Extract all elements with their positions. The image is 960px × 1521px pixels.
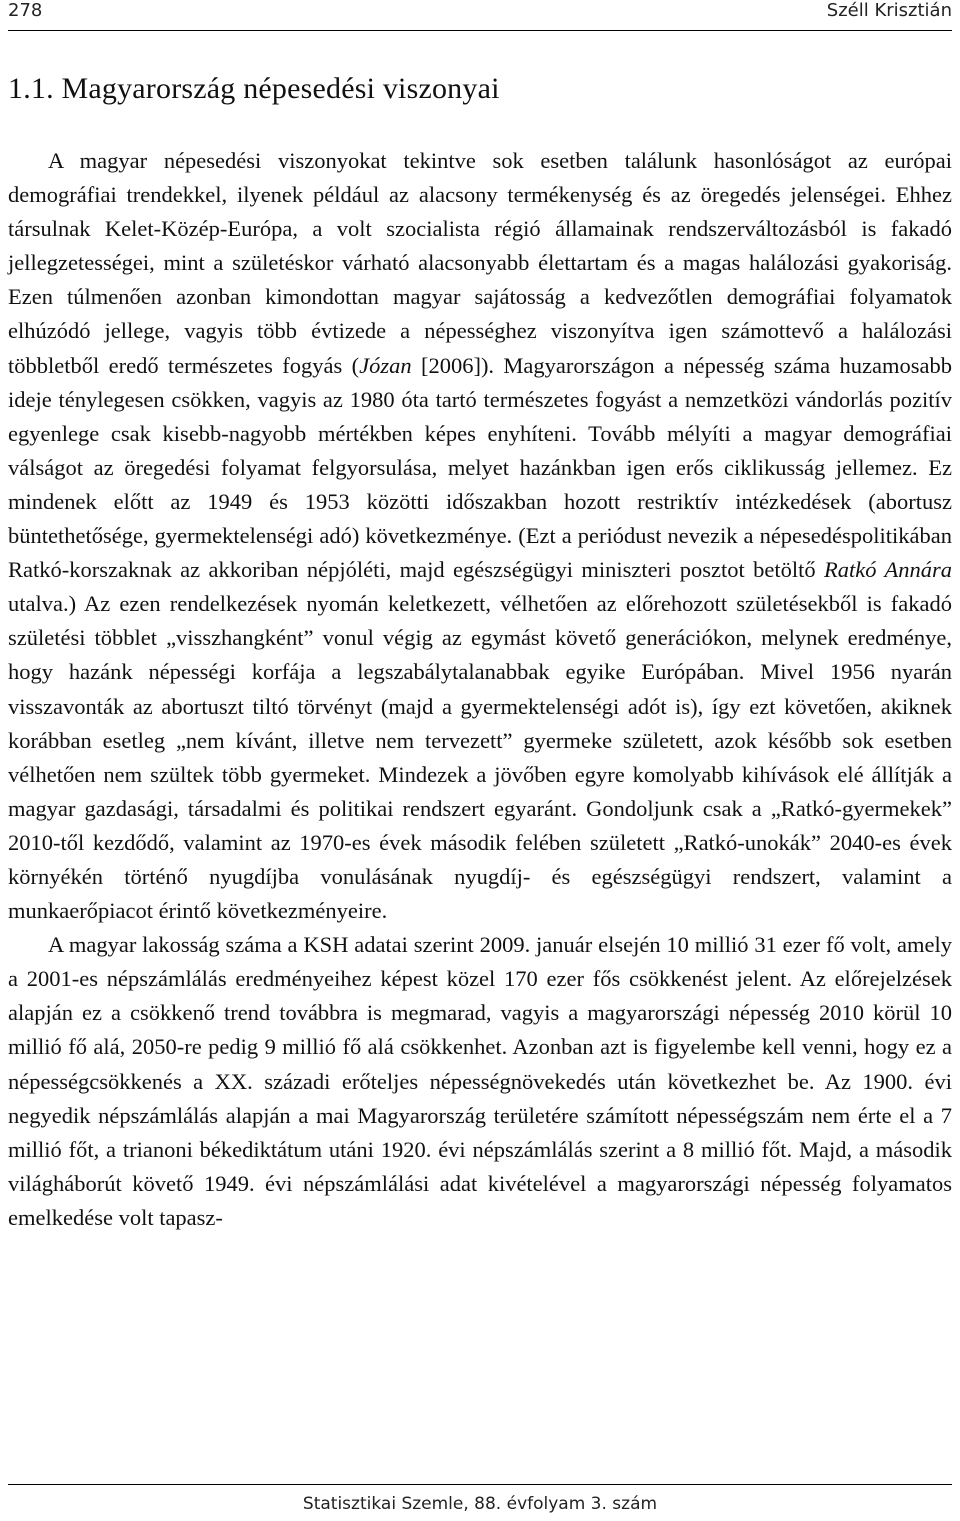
running-header <box>8 0 952 34</box>
paragraph <box>8 144 952 928</box>
paragraph-text: A magyar lakosság száma a KSH adatai szerint 2009. január elsején 10 millió 31 ezer fő volt, amely a 2001-es népszámlálás eredményeihez képest közel 170 ezer fős csökkenést jelent. Az előrejelzések alapján ez a csökkenő trend továbbra is megmarad, vagyis a magyarországi népesség 2010 körül 10 millió fő alá, 2050-re pedig 9 millió fő alá csökkenhet. Azonban azt is figyelembe kell venni, hogy ez a népességcsökkenés a XX. századi erőteljes népességnövekedés után következhet be. Az 1900. évi negyedik népszámlálás alapján a mai Magyarország területére számított népességszám nem érte el a 7 millió főt, a trianoni békediktátum utáni 1920. évi népszámlálás szerint a 8 millió főt. Majd, a második világháborút követő 1949. évi népszámlálási adat kivételével a magyarországi népesség folyamatos emelkedése volt tapasz- <box>8 932 952 1230</box>
section-title: 1.1. Magyarország népesedési viszonyai <box>8 72 500 105</box>
header-rule <box>8 30 952 31</box>
paragraph <box>8 928 952 1235</box>
body-text <box>8 144 952 1235</box>
page-number: 278 <box>8 0 43 21</box>
person-name: Ratkó Annára <box>824 557 952 583</box>
paragraph-text: [2006]). Magyarországon a népesség száma huzamosabb ideje ténylegesen csökken, vagyis az 1980 óta tartó természetes fogyást a nemzetközi vándorlás pozitív egyenlege csak kisebb-nagyobb mértékben képes enyhíteni. Tovább mélyíti a magyar demográfiai válságot az öregedési folyamat felgyorsulása, melyet hazánkban igen erős ciklikusság jellemez. Ez mindenek előtt az 1949 és 1953 közötti időszakban hozott restriktív intézkedések (abortusz büntethetősége, gyermektelenségi adó) következménye. (Ezt a periódust nevezik a népesedéspolitikában Ratkó-korszaknak az akkoriban népjóléti, majd egészségügyi miniszteri posztot betöltő <box>8 352 952 583</box>
citation-author: Józan <box>359 352 412 378</box>
running-author: Széll Krisztián <box>826 0 952 21</box>
paragraph-text: utalva.) Az ezen rendelkezések nyomán keletkezett, vélhetően az előrehozott születésekből is fakadó születési többlet „visszhangként” vonul végig az egymást követő generációkon, melynek eredménye, hogy hazánk népességi korfája a legszabálytalanabbak egyike Európában. Mivel 1956 nyarán visszavonták az abortuszt tiltó törvényt (majd a gyermektelenségi adót is), így ezt követően, akiknek korábban esetleg „nem kívánt, illetve nem tervezett” gyermeke született, azok később sok esetben vélhetően nem szültek több gyermeket. Mindezek a jövőben egyre komolyabb kihívások elé állítják a magyar gazdasági, társadalmi és politikai rendszert egyaránt. Gondoljunk csak a „Ratkó-gyermekek” 2010-től kezdődő, valamint az 1970-es évek második felében született „Ratkó-unokák” 2040-es évek környékén történő nyugdíjba vonulásának nyugdíj- és egészségügyi rendszert, valamint a munkaerőpiacot érintő következményeire. <box>8 591 952 924</box>
paragraph-text: A magyar népesedési viszonyokat tekintve sok esetben találunk hasonlóságot az európai demográfiai trendekkel, ilyenek például az alacsony termékenység és az öregedés jelenségei. Ehhez társulnak Kelet-Közép-Európa, a volt szocialista régió államainak rendszerváltozásból is fakadó jellegzetességei, mint a születéskor várható alacsonyabb élettartam és a magas halálozási gyakoriság. Ezen túlmenően azonban kimondottan magyar sajátosság a kedvezőtlen demográfiai folyamatok elhúzódó jellege, vagyis több évtizede a népességhez viszonyítva igen számottevő a halálozási többletből eredő természetes fogyás ( <box>8 148 952 378</box>
footer-rule <box>8 1484 952 1485</box>
journal-footer: Statisztikai Szemle, 88. évfolyam 3. szám <box>302 1494 658 1514</box>
